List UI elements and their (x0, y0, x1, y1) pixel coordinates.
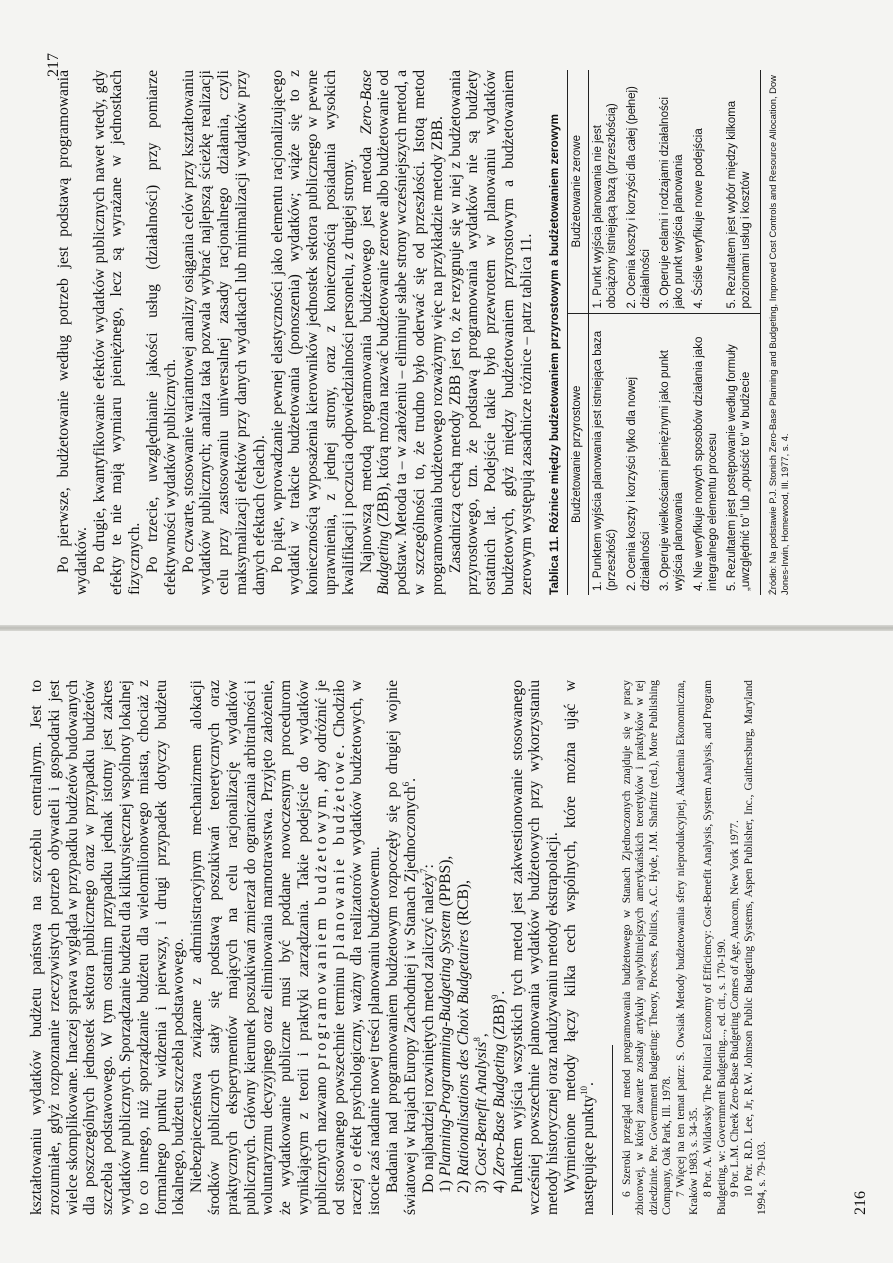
paragraph-6: Wymienione metody łączy kilka cech wspólnych, które można ująć w następujące punkty$^{10}$. (561, 680, 597, 1215)
footnote-10: 10 Por. R.D. Lee, Jr, R.W. Johnson Public Budgeting Systems, Aspen Publisher, Inc., Gaithersburg, Maryland 1994, s. 79-103. (742, 680, 769, 1215)
table-cell: 4. Ściśle weryfikuje nowe podejścia (692, 128, 705, 309)
table-cell: 4. Nie weryfikuje nowych sposobów działania jako integralnego elementu procesu (690, 313, 724, 595)
left-text-column (28, 680, 770, 1215)
table-cell: 1. Punktem wyjścia planowania jest istniejąca baza (przeszłość) (589, 313, 623, 595)
footnote-ref-6: 6 (400, 781, 411, 787)
footnote-ref-7: 7 (418, 868, 429, 874)
table-row (656, 70, 690, 595)
point-1: Po pierwsze, budżetowanie według potrzeb jest podstawą programowania wydatków. (55, 70, 90, 595)
page-216 (0, 631, 893, 1263)
table-cell: 5. Rezultatem jest postępowanie według formuły „uwzględnić to” lub „opuścić to” w budżecie (723, 313, 760, 595)
paragraph-3: Badania nad programowaniem budżetowym rozpoczęły się po drugiej wojnie światowej w krajach Europy Zachodniej i w Stanach Zjednoczonych$^6$. (383, 680, 419, 1215)
footnote-9: 9 Por. L.M. Cheek Zero-Base Budgeting Comes of Age, Anacom, New York 1977. (729, 820, 742, 1197)
paragraph-5: Punktem wyjścia wszystkich tych metod jest zakwestionowanie stosowanego wcześniej powszechnie planowania wydatków budżetowych przy wykorzystaniu metody historycznej oraz nadużywaniu metody ekstrapolacji. (508, 680, 562, 1215)
column-header: Budżetowanie przyrostowe (568, 313, 589, 595)
table-row (690, 70, 724, 595)
footnote-6: 6 Szeroki przegląd metod programowania budżetowego w Stanach Zjednoczonych znajduje się w pracy zbiorowej, w której zawarte zostały artykuły najwybitniejszych amerykańskich teoretyków i praktyków w tej dziedzinie. Por. Government Budgeting: Theory, Process, Politics, A.C. Hyde, J.M. Shafritz (red.), More Publishing Company, Oak Park, Ill. 1978. (620, 680, 674, 1215)
list-item: 2) Rationalisations des Choix Budgetaires (RCB), (455, 879, 473, 1193)
table-cell: 2. Ocenia koszty i korzyści dla całej (pełnej) działalności (625, 86, 652, 309)
list-item: 4) Zero-Base Budgeting (ZBB)$^9$. (489, 990, 508, 1193)
paragraph-2: Niebezpieczeństwa związane z administracyjnym mechanizmem alokacji środków publicznych stały się podstawą poszukiwań teoretycznych oraz praktycznych eksperymentów mających na celu racjonalizację wydatków publicznych. Główny kierunek poszukiwań zmierzał do ograniczania arbitralności i woluntaryzmu decyzyjnego oraz eliminowania marnotrawstwa. Przyjęto założenie, że wydatkowanie publiczne musi być poddane nowoczesnym procedurom wynikającym z teorii i praktyki zarządzania. Takie podejście do wydatków publicznych nazwano programowaniem budżetowym, aby odróżnić je od stosowanego powszechnie terminu planowanie budżetowe. Chodziło raczej o efekt psychologiczny, ważny dla realizatorów wydatków budżetowych, w istocie zaś nadanie nowej treści planowaniu budżetowemu. (188, 679, 384, 1215)
footnotes (621, 680, 771, 1215)
footnote-ref-10: 10 (578, 1086, 589, 1096)
methods-list (437, 680, 508, 1215)
table-row (623, 70, 657, 595)
footnote-7: 7 Więcej na ten temat patrz: S. Owsiak Metody budżetowania sfery nieprodukcyjnej, Akademia Ekonomiczna, Kraków 1983, s. 34-35. (674, 680, 701, 1215)
paragraph-4: Do najbardziej rozwiniętych metod zaliczyć należy$^7$: (418, 864, 437, 1193)
table-caption: Tablica 11. Różnice między budżetowaniem przyrostowym a budżetowaniem zerowym (546, 114, 561, 595)
point-2: Po drugie, kwantyfikowanie efektów wydatków publicznych nawet wtedy, gdy efekty te nie mają wymiaru pieniężnego, lecz są wyrażane w jednostkach fizycznych. (90, 70, 144, 595)
page-number-left: 216 (852, 1191, 869, 1215)
paragraph-zbb: Najnowszą metodą programowania budżetowego jest metoda Zero-Base Budgeting (ZBB), którą można nazwać budżetowanie zerowe albo budżetowanie od podstaw. Metoda ta – w założeniu – eliminuje słabe strony wcześniejszych metod, a w szczególności to, że trudno było oderwać się od przeszłości. Istotą metod programowania budżetowego rozważymy więc na przykładzie metody ZBB. (357, 70, 446, 595)
paragraph-zbb-features: Zasadniczą cechą metody ZBB jest to, że rezygnuje się w niej z budżetowania przyrostowego, tzn. że podstawą programowania wydatków nie są budżety ostatnich lat. Podejście takie było przewrotem w planowaniu wydatków budżetowych, gdyż między budżetowaniem przyrostowym a budżetowaniem zerowym występują zasadnicze różnice – patrz tablica 11. (446, 70, 535, 595)
table-row (589, 70, 623, 595)
point-3: Po trzecie, uwzględnianie jakości usług (działalności) przy pomiarze efektywności wydatków publicznych. (143, 70, 179, 595)
footnote-divider (612, 1045, 613, 1215)
table-cell: 3. Operuje wielkościami pieniężnymi jako punkt wyjścia planowania (656, 313, 690, 595)
paragraph-1: kształtowaniu wydatków budżetu państwa na szczeblu centralnym. Jest to zrozumiałe, gdyż rozpoznanie rzeczywistych potrzeb obywateli i gospodarki jest wielce skomplikowane. Inaczej sprawa wygląda w przypadku budżetów budowanych dla poszczególnych jednostek sektora publicznego oraz w przypadku budżetów szczebla podstawowego. W tym ostatnim przypadku jednak istotny jest zakres wydatków publicznych. Sporządzanie budżetu dla kilkutysięcznej wspólnoty lokalnej to co innego, niż sporządzanie budżetu dla wielomilionowego miasta, chociaż z formalnego punktu widzenia i pierwszy, i drugi przypadek dotyczy budżetu lokalnego, budżetu szczebla podstawowego. (28, 680, 188, 1215)
footnote-8: 8 Por. A. Wildavsky The Political Economy of Efficiency: Cost-Benefit Analysis, System Analysis, and Program Budgeting, w: Government Budgeting..., ed. cit., s. 170-190. (702, 680, 728, 1215)
page-217 (0, 0, 893, 625)
term-programowanie: programowaniem budżetowym (312, 792, 330, 1070)
table-cell: 5. Rezultatem jest wybór między kilkoma poziomami usług i kosztów (723, 70, 760, 313)
table-cell: 1. Punkt wyjścia planowania nie jest obciążony istniejącą bazą (przeszłością) (592, 103, 618, 309)
page-number-right: 217 (45, 53, 62, 77)
right-text-column (55, 70, 791, 595)
list-item: 3) Cost-Benefit Analysis$^8$, (471, 1033, 490, 1193)
table-header-row (568, 70, 589, 595)
point-4: Po czwarte, stosowanie wariantowej analizy osiągania celów przy kształtowaniu wydatków publicznych; analiza taka pozwala wybrać najlepszą ścieżkę realizacji celu przy zastosowaniu uniwersalnej zasady racjonalnego działania, czyli maksymalizacji efektów przy danych wydatkach lub minimalizacji wydatków przy danych efektach (celach). (179, 70, 268, 595)
list-item: 1) Planning-Programming-Budgeting System (PPBS), (437, 855, 455, 1193)
point-5: Po piąte, wprowadzanie pewnej elastyczności jako elementu racjonalizującego wydatki w trakcie budżetowania (ponoszenia) wydatków; wiąże się to z koniecznością wyposażenia kierowników jednostek sektora publicznego w pewne uprawnienia, z jednej strony, oraz z koniecznością posiadania wysokich kwalifikacji i poczucia odpowiedzialności personelu, z drugiej strony. (268, 70, 357, 595)
term-planowanie: planowanie budżetowe (330, 748, 348, 960)
column-header: Budżetowanie zerowe (568, 70, 589, 313)
comparison-table (567, 70, 761, 595)
table-row (723, 70, 760, 595)
table-cell: 2. Ocenia koszty i korzyści tylko dla nowej działalności (623, 313, 657, 595)
table-cell: 3. Operuje celami i rodzajami działalności jako punkt wyjścia planowania (659, 96, 686, 309)
table-source: Źródło: Na podstawie P.J. Stonich Zero-Base Planning and Budgeting, Improved Cost Controls and Resource Allocation, Dow Jones-Irwin, Homewood, Ill. 1977, s. 4. (767, 75, 791, 595)
